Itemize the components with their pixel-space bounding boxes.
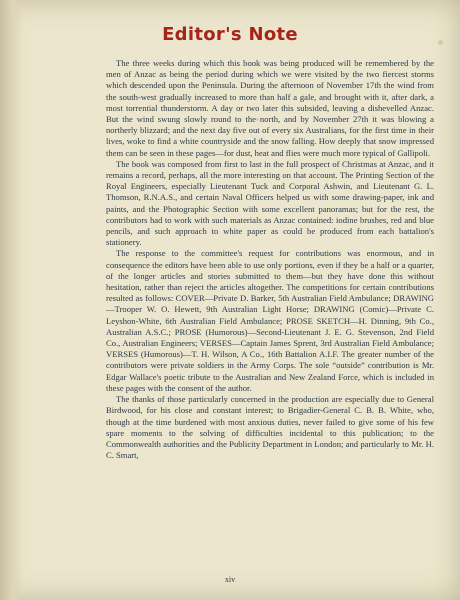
note-body bbox=[106, 58, 434, 461]
paragraph-thanks: The thanks of those particularly concerned in the production are especially due to General Birdwood, for his close and constant interest; to Brigadier-General C. B. B. White, who, though at the time burdened with most anxious duties, never failed to give some of his few spare moments to the solving of difficulties incidental to this publication; to the Commonwealth authorities and the Publicity Department in London; and particularly to Mr. H. C. Smart, bbox=[106, 394, 434, 461]
page-title: Editor's Note bbox=[162, 24, 298, 45]
paragraph-composition: The book was composed from first to last in the full prospect of Christmas at Anzac, and it remains a record, perhaps, all the more interesting on that account. The Printing Section of the Royal Engineers, especially Lieutenant Tuck and Corporal Ashwin, and Lieutenant G. L. Thomson, R.N.A.S., and certain Naval Officers helped us with some drawing-paper, ink and paints, and the Photographic Section with some excellent panoramas; but for the rest, the contributors had to work with such materials as Anzac contained: iodine brushes, red and blue pencils, and such approach to white paper as could be produced from each battalion's stationery. bbox=[106, 158, 434, 248]
paragraph-competitions: The response to the committee's request for contributions was enormous, and in consequence the editors have been able to use only portions, even if they be a half or a quarter, of the longer articles and stories submitted to them—but they have done this without hesitation, rather than reject the articles altogether. The competitions for certain contributions resulted as follows: COVER—Private D. Barker, 5th Australian Field Ambulance; DRAWING—Trooper W. O. Hewett, 9th Australian Light Horse; DRAWING (Comic)—Private C. Leyshon-White, 6th Australian Field Ambulance; PROSE SKETCH—H. Dinning, 9th Co., Australian A.S.C.; PROSE (Humorous)—Second-Lieutenant J. E. G. Stevenson, 2nd Field Co., Australian Engineers; VERSES—Captain James Sprent, 3rd Australian Field Ambulance; VERSES (Humorous)—T. H. Wilson, A Co., 16th Battalion A.I.F. The greater number of the contributors were private soldiers in the Army Corps. The sole “outside” contribution is Mr. Edgar Wallace's poetic tribute to the Australian and New Zealand Force, which is included in these pages with the consent of the author. bbox=[106, 248, 434, 393]
page-number: xiv bbox=[224, 575, 236, 584]
page-spine-shadow bbox=[0, 0, 22, 600]
paragraph-storms: The three weeks during which this book was being produced will be remembered by the men of Anzac as being the period during which we were visited by the two fiercest storms which descended upon the Peninsula. During the afternoon of November 17th the wind from the south-west gradually increased to more than half a gale, and brought with it, after dark, a most torrential thunderstorm. A day or two later this subsided, leaving a dishevelled Anzac. But the wind swung slowly round to the north, and by November 27th it was blowing a northerly blizzard; and the next day five out of every six Australians, for the first time in their lives, woke to find a white countryside and the snow falling. How deeply that snow impressed them can be seen in these pages—for dust, heat and flies were much more typical of Gallipoli. bbox=[106, 58, 434, 158]
